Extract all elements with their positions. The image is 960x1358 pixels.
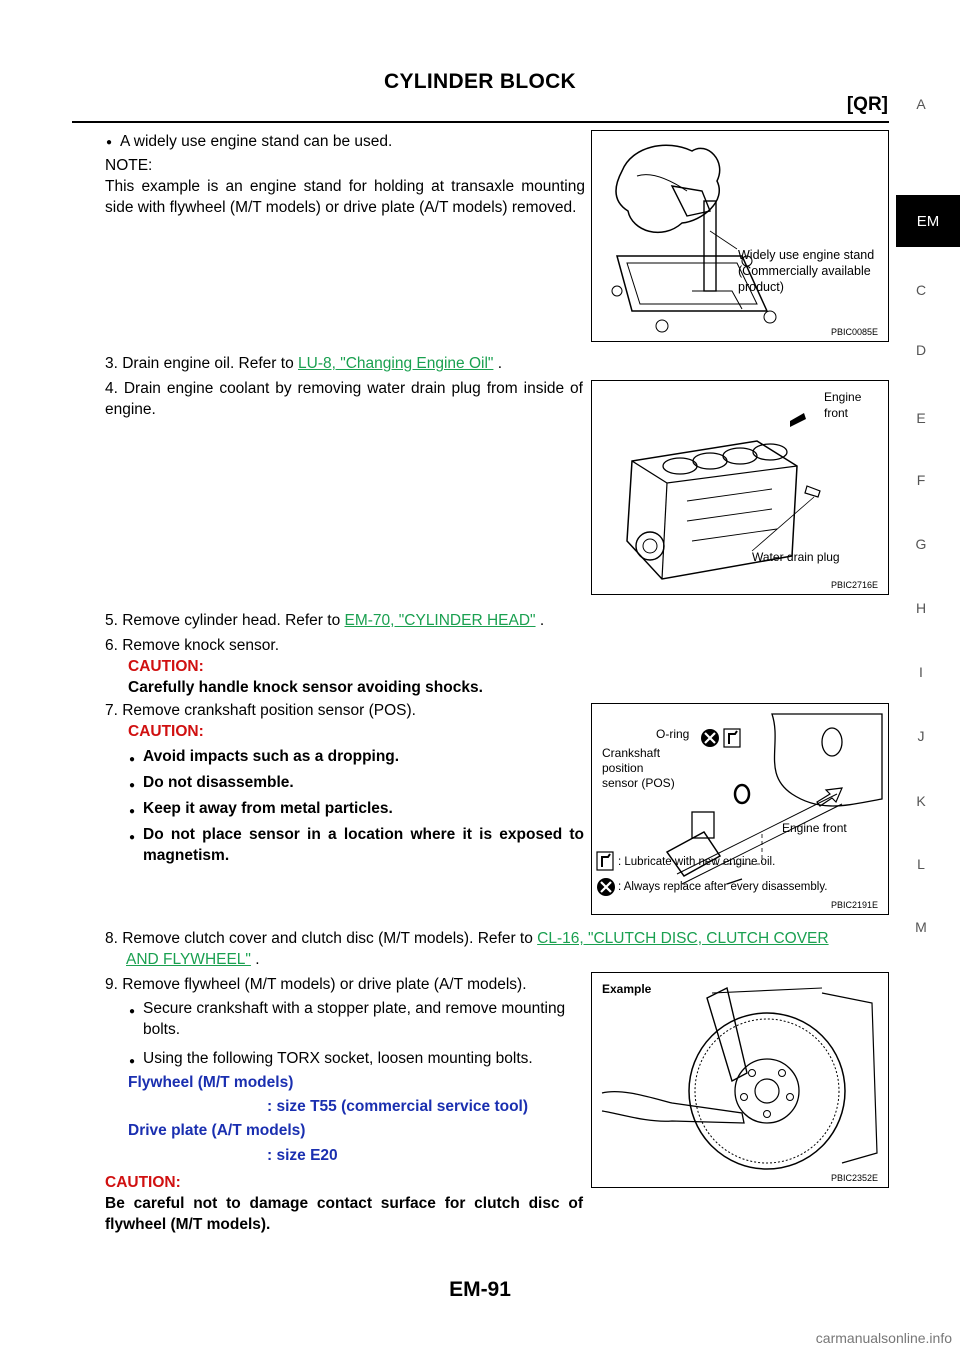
spec-drive-plate: Drive plate (A/T models) <box>128 1122 306 1139</box>
engine-stand-illustration <box>592 131 888 341</box>
step-4: 4. Drain engine coolant by removing water drain plug from inside of engine. <box>105 380 583 418</box>
section-tag: [QR] <box>846 94 888 115</box>
link-changing-engine-oil[interactable]: LU-8, "Changing Engine Oil" <box>298 355 494 372</box>
step-3: 3. Drain engine oil. Refer to LU-8, "Changing Engine Oil" . <box>105 355 503 372</box>
caution-item: Do not disassemble. <box>143 774 294 791</box>
step-8: 8. Remove clutch cover and clutch disc (M/T models). Refer to CL-16, "CLUTCH DISC, CLUTCH COVER AND FLYWHEEL" . <box>105 930 829 968</box>
side-index-k[interactable]: K <box>916 793 926 809</box>
side-index-m[interactable]: M <box>915 919 927 935</box>
side-index-j[interactable]: J <box>917 728 925 744</box>
side-index-g[interactable]: G <box>915 536 927 552</box>
replace-icon <box>597 878 615 896</box>
side-index-l[interactable]: L <box>917 856 925 872</box>
side-index-a[interactable]: A <box>916 96 926 112</box>
step-7-caution <box>128 721 584 866</box>
caution-item: Keep it away from metal particles. <box>143 800 393 817</box>
list-item: Secure crankshaft with a stopper plate, and remove mounting bolts. <box>143 1000 566 1038</box>
figure-engine-stand <box>591 130 889 342</box>
side-index-em-active[interactable]: EM <box>896 195 960 247</box>
side-index-h[interactable]: H <box>915 600 927 616</box>
step-5: 5. Remove cylinder head. Refer to EM-70, "CYLINDER HEAD" . <box>105 612 545 629</box>
side-index-d[interactable]: D <box>915 342 927 358</box>
step-6: 6. Remove knock sensor. <box>105 637 280 654</box>
link-clutch-disc-cont[interactable]: AND FLYWHEEL" <box>126 951 251 968</box>
figure-code: PBIC2191E <box>830 900 878 910</box>
side-index-i[interactable]: I <box>919 664 923 680</box>
caution-label: CAUTION: <box>105 1174 181 1191</box>
note-block <box>105 155 585 218</box>
water-drain-plug-label: Water drain plug <box>752 550 840 564</box>
engine-front-label: Engine front <box>782 821 847 835</box>
link-clutch-disc[interactable]: CL-16, "CLUTCH DISC, CLUTCH COVER <box>537 930 829 947</box>
step-9: 9. Remove flywheel (M/T models) or drive plate (A/T models). <box>105 976 527 993</box>
figure-cylinder-block <box>591 380 889 595</box>
note-label: NOTE: <box>105 157 153 174</box>
example-label: Example <box>602 982 652 996</box>
page-number: EM-91 <box>449 1278 511 1301</box>
lubricate-icon <box>724 729 740 747</box>
sensor-label: Crankshaft position sensor (POS) <box>602 746 675 790</box>
caution-label: CAUTION: <box>128 723 204 740</box>
side-index-c[interactable]: C <box>915 282 927 298</box>
list-item: Using the following TORX socket, loosen mounting bolts. <box>143 1050 533 1067</box>
step-6-caution: CAUTION: Carefully handle knock sensor avoiding shocks. <box>128 656 588 698</box>
lubricate-icon <box>597 852 613 870</box>
flywheel-illustration <box>592 973 888 1187</box>
figure-crankshaft-sensor <box>591 703 889 915</box>
legend-lubricate: : Lubricate with new engine oil. <box>618 856 776 868</box>
engine-front-label: Engine front <box>824 390 862 420</box>
page-title: CYLINDER BLOCK <box>383 70 577 93</box>
caution-label: CAUTION: <box>128 658 204 675</box>
bullet-engine-stand: ● A widely use engine stand can be used. <box>120 131 580 152</box>
side-index-f[interactable]: F <box>916 472 926 488</box>
figure-code: PBIC2716E <box>830 580 878 590</box>
step-9-caution: CAUTION: Be careful not to damage contact surface for clutch disc of flywheel (M/T models). <box>105 1174 583 1233</box>
header-rule <box>72 121 889 123</box>
spec-drive-plate-size: : size E20 <box>267 1147 338 1164</box>
spec-flywheel: Flywheel (M/T models) <box>128 1074 294 1091</box>
stand-label: Widely use engine stand (Commercially available product) <box>738 248 875 294</box>
figure-code: PBIC2352E <box>830 1173 878 1183</box>
figure-code: PBIC0085E <box>830 327 878 337</box>
spec-flywheel-size: : size T55 (commercial service tool) <box>267 1098 529 1115</box>
caution-item: Do not place sensor in a location where it is exposed to magnetism. <box>143 826 584 864</box>
step-7: 7. Remove crankshaft position sensor (POS). <box>105 702 416 719</box>
watermark: carmanualsonline.info <box>815 1330 952 1346</box>
replace-icon <box>701 729 719 747</box>
link-cylinder-head[interactable]: EM-70, "CYLINDER HEAD" <box>344 612 536 629</box>
note-text: This example is an engine stand for holding at transaxle mounting side with flywheel (M/T models) or drive plate (A/T models) removed. <box>105 178 585 216</box>
step-9-bullets <box>128 996 584 1069</box>
caution-item: Avoid impacts such as a dropping. <box>143 748 400 765</box>
oring-label: O-ring <box>656 727 690 741</box>
legend-replace: : Always replace after every disassembly. <box>618 881 828 893</box>
side-index-e[interactable]: E <box>916 410 926 426</box>
figure-flywheel <box>591 972 889 1188</box>
